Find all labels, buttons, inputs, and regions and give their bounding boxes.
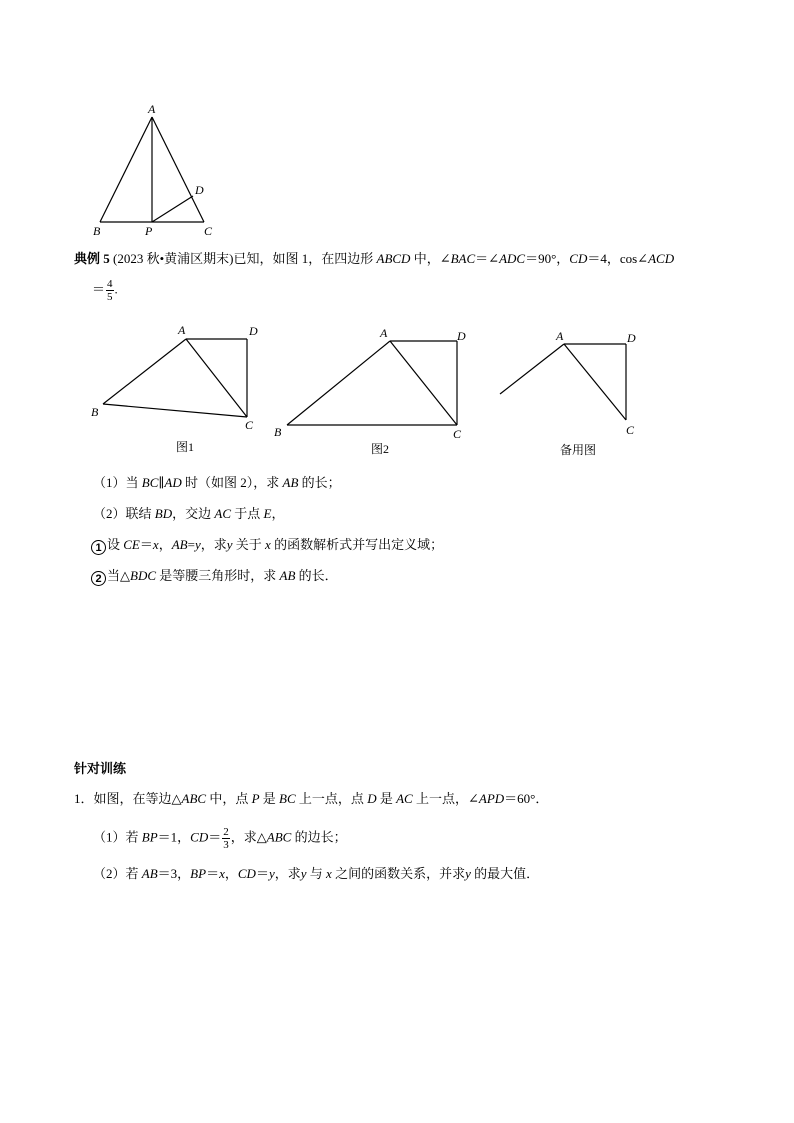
- fig2-label-a: A: [380, 326, 388, 340]
- example-tag: 典例: [74, 251, 101, 266]
- fig2-caption: 图2: [371, 442, 390, 456]
- question-2: （2）联结 BD，交边 AC 于点 E，: [93, 506, 285, 521]
- figure-2: [287, 341, 457, 425]
- problem-1-part-2: （2）若 AB＝3，BP＝x，CD＝y，求y 与 x 之间的函数关系，并求y 的最大值．: [93, 866, 540, 881]
- figure-spare: [500, 344, 626, 420]
- label-d: D: [195, 183, 204, 197]
- question-2-part-2: 2 当△BDC 是等腰三角形时，求 AB 的长．: [91, 567, 338, 586]
- fig1-label-c: C: [245, 418, 254, 432]
- fraction-4-5: $\frac{4}{5}$: [107, 278, 113, 303]
- example-statement-line1: 典例 5 (2023 秋•黄浦区期末)已知，如图 1，在四边形 ABCD 中，∠BAC＝∠ADC＝90°，CD＝4，cos∠ACD: [74, 251, 675, 266]
- figure-1: [103, 339, 247, 417]
- fig1-label-a: A: [178, 323, 186, 337]
- fig2-label-c: C: [453, 427, 462, 441]
- example-statement-line2: ＝ $\frac{4}{5}$ .: [92, 278, 118, 303]
- question-2-part-1: 1 设 CE＝x，AB=y，求y 关于 x 的函数解析式并写出定义域；: [91, 536, 443, 555]
- problem-1-statement: 1．如图，在等边△ABC 中，点 P 是 BC 上一点，点 D 是 AC 上一点，∠APD＝60°．: [74, 791, 549, 806]
- label-a: A: [148, 102, 156, 116]
- fraction-2-3: $\frac{2}{3}$: [223, 826, 229, 851]
- figures-row: [0, 0, 794, 470]
- fig2-label-b: B: [274, 425, 282, 439]
- circled-number-1: 1: [91, 540, 106, 555]
- problem-1-part-1: （1）若 BP＝1，CD＝ $\frac{2}{3}$ ，求△ABC 的边长；: [93, 826, 347, 851]
- fig3-label-a: A: [556, 329, 564, 343]
- example-source: (2023 秋•黄浦区期末): [113, 251, 234, 266]
- label-b: B: [93, 224, 101, 238]
- question-1: （1）当 BC∥AD 时（如图 2），求 AB 的长；: [93, 475, 341, 490]
- fig3-label-d: D: [627, 331, 636, 345]
- circled-number-2: 2: [91, 571, 106, 586]
- fig1-caption: 图1: [176, 440, 195, 454]
- fig1-label-d: D: [249, 324, 258, 338]
- label-p: P: [145, 224, 153, 238]
- example-number: 5: [103, 251, 110, 266]
- fig2-label-d: D: [457, 329, 466, 343]
- fig3-caption: 备用图: [560, 443, 597, 457]
- fig1-label-b: B: [91, 405, 99, 419]
- label-c: C: [204, 224, 213, 238]
- section-heading-training: 针对训练: [74, 761, 127, 776]
- fig3-label-c: C: [626, 423, 635, 437]
